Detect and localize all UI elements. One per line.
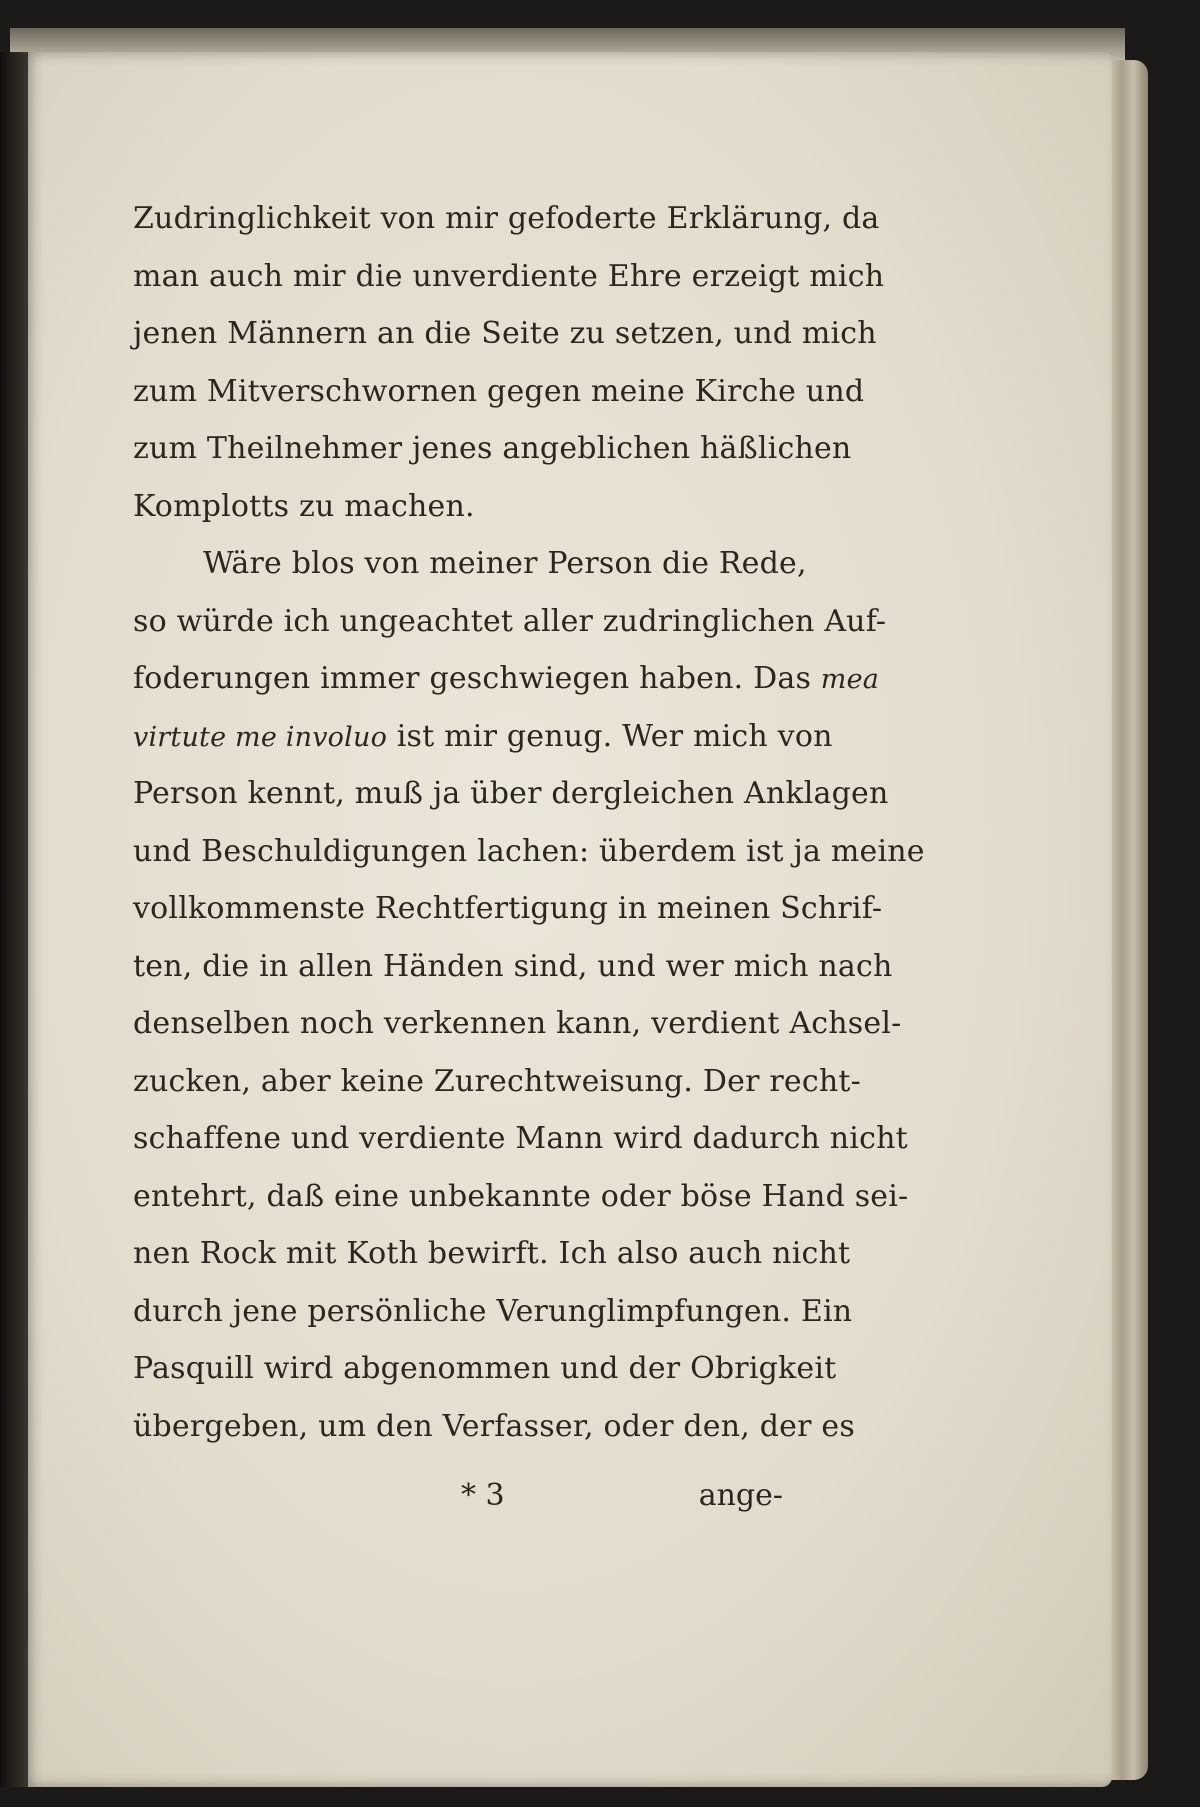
text-line: man auch mir die unverdiente Ehre erzeigt mich [133,258,885,294]
latin-phrase: mea [820,664,880,695]
text-line: zum Theilnehmer jenes angeblichen häßlichen [133,431,852,466]
signature-mark: * 3 [461,1478,505,1513]
text-line: und Beschuldigungen lachen: überdem ist ja meine [133,833,925,869]
latin-phrase: virtute me involuo [133,721,388,753]
text-line: zum Mitverschwornen gegen meine Kirche und [133,373,865,409]
text-line: denselben noch verkennen kann, verdient Achsel- [133,1006,902,1041]
text-line: vollkommenste Rechtfertigung in meinen Schrif- [133,891,883,926]
text-line: übergeben, um den Verfasser, oder den, der es [133,1408,855,1444]
text-line: Person kennt, muß ja über dergleichen Anklagen [133,776,889,811]
text-line: Zudringlichkeit von mir gefoderte Erklärung, da [133,201,880,236]
text-line: jenen Männern an die Seite zu setzen, und mich [133,316,877,351]
text-line: Komplotts zu machen. [133,488,475,524]
text-line: durch jene persönliche Verunglimpfungen. Ein [133,1293,853,1329]
text-line: so würde ich ungeachtet aller zudringlichen Auf- [133,603,887,639]
text-line: schaffene und verdiente Mann wird dadurch nicht [133,1121,908,1156]
paragraph-start-line: Wäre blos von meiner Person die Rede, [203,546,807,581]
text-line: entehrt, daß eine unbekannte oder böse Hand sei- [133,1178,909,1214]
page-footer [133,1468,783,1528]
text-line-latin: virtute me involuo ist mir genug. Wer mich von [133,718,833,754]
text-line: zucken, aber keine Zurechtweisung. Der recht- [133,1063,861,1099]
text-line: foderungen immer geschwiegen haben. Das mea [133,661,880,696]
text-line: ten, die in allen Händen sind, und wer mich nach [133,948,893,984]
text-line: Pasquill wird abgenommen und der Obrigkeit [133,1351,837,1386]
text-line: nen Rock mit Koth bewirft. Ich also auch nicht [133,1236,851,1271]
page-body-text [133,190,925,1455]
book-gutter [0,52,28,1787]
catchword: ange- [698,1478,783,1513]
